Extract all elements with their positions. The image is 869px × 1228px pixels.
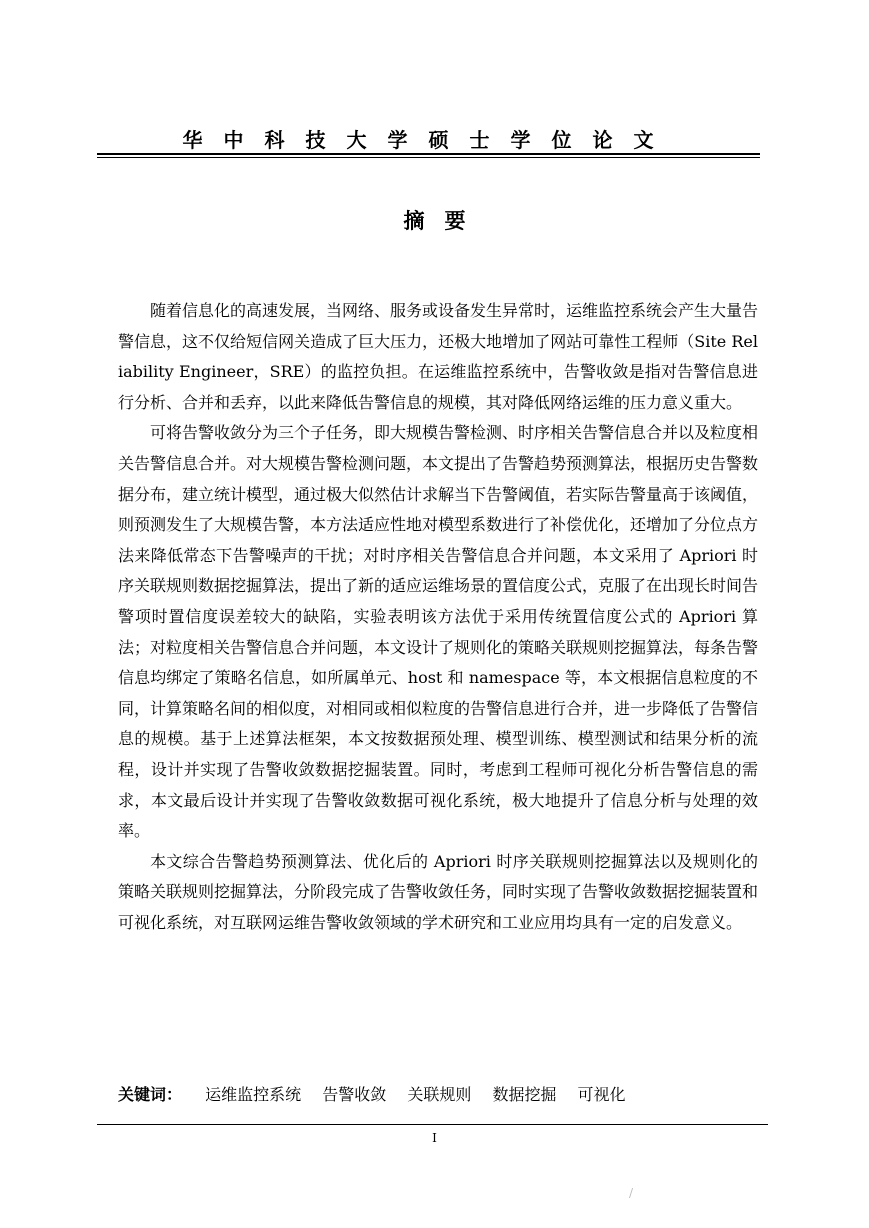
abstract-paragraph-2: 可将告警收敛分为三个子任务，即大规模告警检测、时序相关告警信息合并以及粒度相关告警信息合并。对大规模告警检测问题，本文提出了告警趋势预测算法，根据历史告警数据分布，建立统计模型，通过极大似然估计求解当下告警阈值，若实际告警量高于该阈值，则预测发生了大规模告警，本方法适应性地对模型系数进行了补偿优化，还增加了分位点方法来降低常态下告警噪声的干扰；对时序相关告警信息合并问题，本文采用了 Apriori 时序关联规则数据挖掘算法，提出了新的适应运维场景的置信度公式，克服了在出现长时间告警项时置信度误差较大的缺陷，实验表明该方法优于采用传统置信度公式的 Apriori 算法；对粒度相关告警信息合并问题，本文设计了规则化的策略关联规则挖掘算法，每条告警信息均绑定了策略名信息，如所属单元、host 和 namespace 等，本文根据信息粒度的不同，计算策略名间的相似度，对相同或相似粒度的告警信息进行合并，进一步降低了告警信息的规模。基于上述算法框架，本文按数据预处理、模型训练、模型测试和结果分析的流程，设计并实现了告警收敛数据挖掘装置。同时，考虑到工程师可视化分析告警信息的需求，本文最后设计并实现了告警收敛数据可视化系统，极大地提升了信息分析与处理的效率。 [118,423,759,841]
keyword-item: 可视化 [577,1085,626,1104]
abstract-body [118,296,758,938]
abstract-paragraph-3: 本文综合告警趋势预测算法、优化后的 Apriori 时序关联规则挖掘算法以及规则化的策略关联规则挖掘算法，分阶段完成了告警收敛任务，同时实现了告警收敛数据挖掘装置和可视化系统，对互联网运维告警收敛领域的学术研究和工业应用均具有一定的启发意义。 [118,851,759,932]
keywords-label: 关键词： [118,1085,183,1104]
footer-rule [97,1124,768,1125]
abstract-heading: 摘要 [403,209,486,233]
abstract-paragraph-1: 随着信息化的高速发展，当网络、服务或设备发生异常时，运维监控系统会产生大量告警信息，这不仅给短信网关造成了巨大压力，还极大地增加了网站可靠性工程师（Site Reliability Engineer，SRE）的监控负担。在运维监控系统中，告警收敛是指对告警信息进行分析、合并和丢弃，以此来降低告警信息的规模，其对降低网络运维的压力意义重大。 [118,301,759,412]
header-rule-thick [97,153,760,155]
keyword-item: 数据挖掘 [492,1085,557,1104]
page-number: I [432,1131,437,1145]
thesis-header-title: 华中科技大学硕士学位论文 [182,128,675,152]
keyword-item: 运维监控系统 [205,1085,302,1104]
corner-mark: / [629,1186,634,1200]
keywords-line [118,1080,758,1110]
keyword-item: 告警收敛 [322,1085,387,1104]
keyword-item: 关联规则 [407,1085,472,1104]
header-rule-thin [97,157,760,158]
